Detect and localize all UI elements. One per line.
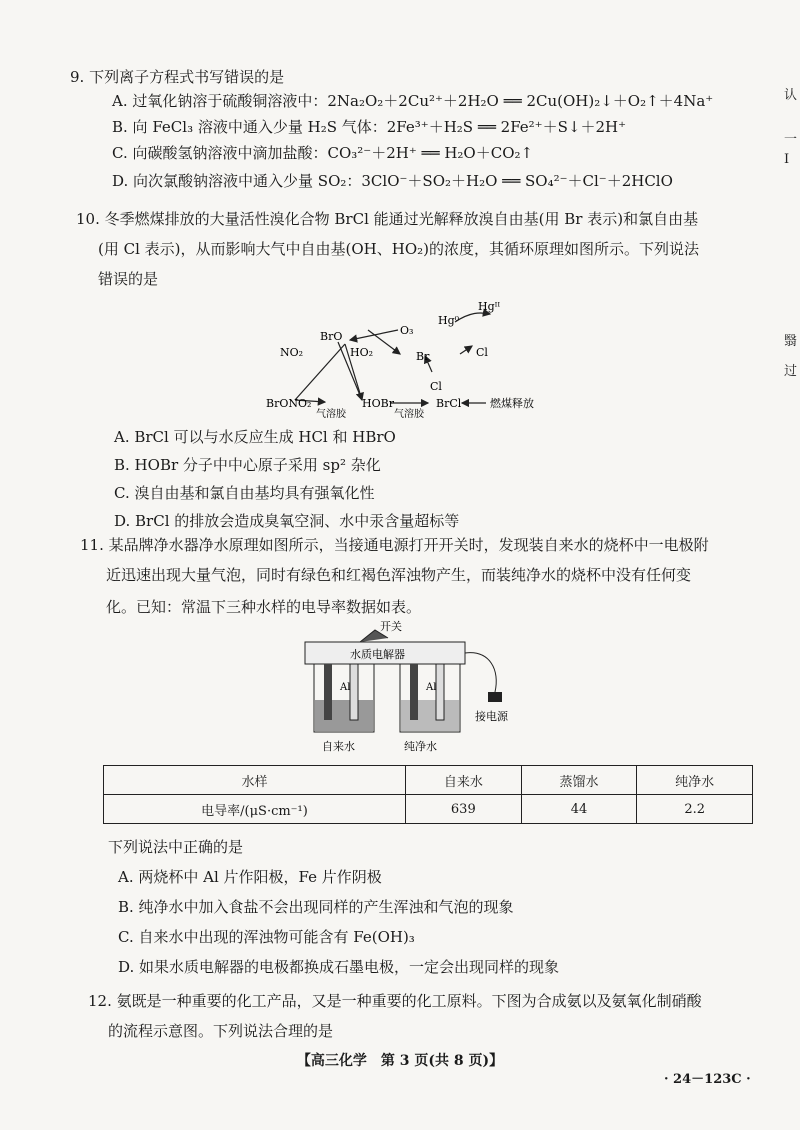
electrode-al-1 bbox=[350, 664, 358, 720]
q11-option-d: D. 如果水质电解器的电极都换成石墨电极，一定会出现同样的现象 bbox=[118, 958, 560, 976]
power-cord bbox=[465, 653, 496, 692]
table-header-cell: 纯净水 bbox=[637, 766, 753, 795]
radical-cycle-diagram bbox=[250, 292, 570, 422]
label-no2: NO₂ bbox=[280, 346, 304, 359]
water-purifier-diagram bbox=[300, 620, 530, 760]
q11-stem-line3: 化。已知：常温下三种水样的电导率数据如表。 bbox=[106, 598, 422, 616]
edge-fragment: I bbox=[784, 152, 790, 167]
q9-option-d: D. 向次氯酸钠溶液中通入少量 SO₂：3ClO⁻＋SO₂＋H₂O ══ SO₄²⁻＋Cl⁻＋2HClO bbox=[112, 172, 673, 190]
q9-option-c: C. 向碳酸氢钠溶液中滴加盐酸：CO₃²⁻＋2H⁺ ══ H₂O＋CO₂↑ bbox=[112, 144, 534, 162]
q11-option-c: C. 自来水中出现的浑浊物可能含有 Fe(OH)₃ bbox=[118, 928, 415, 946]
q10-stem-line2: (用 Cl 表示)，从而影响大气中自由基(OH、HO₂)的浓度，其循环原理如图所示。下列说法 bbox=[98, 240, 699, 258]
label-cl-top: Cl bbox=[476, 346, 488, 359]
label-br: Br bbox=[416, 350, 430, 363]
label-al-1: Al bbox=[340, 682, 351, 693]
edge-fragment: 认 bbox=[784, 88, 798, 103]
table-cell: 2.2 bbox=[637, 795, 753, 824]
q10-option-a: A. BrCl 可以与水反应生成 HCl 和 HBrO bbox=[114, 428, 396, 446]
q10-option-b: B. HOBr 分子中中心原子采用 sp² 杂化 bbox=[114, 456, 381, 474]
label-tap-water: 自来水 bbox=[322, 740, 355, 753]
plug-icon bbox=[488, 692, 502, 702]
q10-stem-line3: 错误的是 bbox=[98, 270, 159, 288]
label-ho2: HO₂ bbox=[350, 346, 374, 359]
label-o3: O₃ bbox=[400, 324, 414, 337]
table-cell: 电导率/(μS·cm⁻¹) bbox=[104, 795, 406, 824]
edge-fragment: 翳 bbox=[784, 334, 798, 349]
electrode-fe-2 bbox=[410, 664, 418, 720]
q11-prompt: 下列说法中正确的是 bbox=[108, 838, 244, 856]
table-header-cell: 蒸馏水 bbox=[521, 766, 637, 795]
label-hgii: Hgᴵᴵ bbox=[478, 300, 501, 313]
label-cl-mid: Cl bbox=[430, 380, 442, 393]
pure-water-fill bbox=[401, 700, 459, 731]
electrode-fe-1 bbox=[324, 664, 332, 720]
table-header-cell: 水样 bbox=[104, 766, 406, 795]
label-power: 接电源 bbox=[475, 710, 508, 723]
label-aerosol-2: 气溶胶 bbox=[394, 409, 424, 420]
table-cell: 44 bbox=[521, 795, 637, 824]
label-pure-water: 纯净水 bbox=[404, 740, 437, 753]
label-switch: 开关 bbox=[380, 620, 402, 633]
q12-stem-line2: 的流程示意图。下列说法合理的是 bbox=[108, 1022, 334, 1040]
q10-option-d: D. BrCl 的排放会造成臭氧空洞、水中汞含量超标等 bbox=[114, 512, 460, 530]
label-brono2: BrONO₂ bbox=[266, 397, 312, 410]
label-aerosol-1: 气溶胶 bbox=[316, 409, 346, 420]
table-header-cell: 自来水 bbox=[406, 766, 522, 795]
q11-option-a: A. 两烧杯中 Al 片作阳极，Fe 片作阴极 bbox=[118, 868, 382, 886]
table-row bbox=[104, 795, 753, 824]
q10-option-c: C. 溴自由基和氯自由基均具有强氧化性 bbox=[114, 484, 375, 502]
q12-stem-line1: 12. 氨既是一种重要的化工产品，又是一种重要的化工原料。下图为合成氨以及氨氧化制硝酸 bbox=[88, 992, 702, 1010]
label-hg0: Hg⁰ bbox=[438, 314, 460, 327]
q9-option-b: B. 向 FeCl₃ 溶液中通入少量 H₂S 气体：2Fe³⁺＋H₂S ══ 2Fe²⁺＋S↓＋2H⁺ bbox=[112, 118, 626, 136]
q9-stem: 9. 下列离子方程式书写错误的是 bbox=[70, 68, 285, 86]
table-cell: 639 bbox=[406, 795, 522, 824]
label-brcl: BrCl bbox=[436, 397, 462, 410]
cycle-arrows bbox=[295, 313, 490, 403]
label-hobr: HOBr bbox=[362, 397, 394, 410]
tap-water-fill bbox=[315, 700, 373, 731]
q11-stem-line2: 近迅速出现大量气泡，同时有绿色和红褐色浑浊物产生，而装纯净水的烧杯中没有任何变 bbox=[106, 566, 692, 584]
label-device: 水质电解器 bbox=[350, 648, 405, 661]
q10-stem-line1: 10. 冬季燃煤排放的大量活性溴化合物 BrCl 能通过光解释放溴自由基(用 Br 表示)和氯自由基 bbox=[76, 210, 699, 228]
q11-stem-line1: 11. 某品牌净水器净水原理如图所示，当接通电源打开开关时，发现装自来水的烧杯中一电极附 bbox=[80, 536, 709, 554]
conductivity-table bbox=[103, 765, 753, 824]
q9-option-a: A. 过氧化钠溶于硫酸铜溶液中：2Na₂O₂＋2Cu²⁺＋2H₂O ══ 2Cu(OH)₂↓＋O₂↑＋4Na⁺ bbox=[112, 92, 714, 110]
q11-option-b: B. 纯净水中加入食盐不会出现同样的产生浑浊和气泡的现象 bbox=[118, 898, 514, 916]
edge-fragment: 过 bbox=[784, 364, 798, 379]
page-footer: 【高三化学 第 3 页(共 8 页)】 bbox=[296, 1053, 504, 1069]
label-coal-release: 燃煤释放 bbox=[490, 397, 534, 410]
edge-fragment: 一 bbox=[784, 132, 798, 147]
table-header-row bbox=[104, 766, 753, 795]
electrode-al-2 bbox=[436, 664, 444, 720]
label-al-2: Al bbox=[426, 682, 437, 693]
exam-code: · 24－123C · bbox=[664, 1072, 751, 1087]
label-bro: BrO bbox=[320, 330, 343, 343]
